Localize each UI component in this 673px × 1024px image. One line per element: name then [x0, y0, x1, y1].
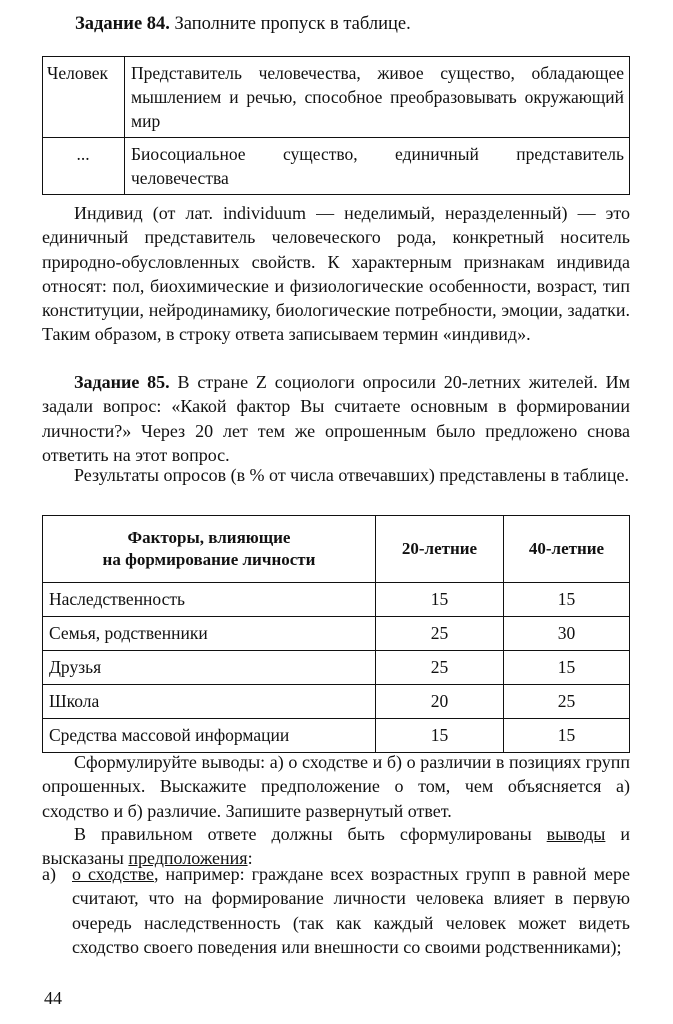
table-row: [43, 617, 630, 651]
task-84-heading: [75, 14, 411, 35]
value-40-cell: 15: [504, 651, 630, 685]
question-85-paragraph: Сформулируйте выводы: а) о сходстве и б) о различии в позициях групп опрошенных. Выскажите предположение о том, чем объясняется а) сходство и б) различие. Запишите развернутый ответ.: [42, 752, 630, 821]
term-cell: Человек: [43, 57, 125, 138]
missing-term-cell: ...: [43, 138, 125, 195]
value-20-cell: 15: [376, 719, 504, 753]
page-number: 44: [44, 988, 62, 1008]
results-intro: Результаты опросов (в % от числа отвечавших) представлены в таблице.: [74, 465, 630, 485]
factors-header: [43, 516, 376, 583]
answer-item-a: [42, 862, 630, 959]
table-row: [43, 651, 630, 685]
table-row: [43, 685, 630, 719]
value-20-cell: 20: [376, 685, 504, 719]
table-header-row: [43, 516, 630, 583]
col-40-header: 40-летние: [504, 516, 630, 583]
definition-table: [42, 56, 630, 195]
factor-cell: Наследственность: [43, 583, 376, 617]
answer-84-paragraph: Индивид (от лат. individuum — неделимый, неразделенный) — это единичный представитель человеческого рода, конкретный носитель природно-обусловленных свойств. К характерным признакам индивида относят: пол, биохимические и физиологические особенности, возраст, тип конституции, нейродинамику, биологические потребности, эмоции, задатки. Таким образом, в строку ответа записываем термин «индивид».: [42, 203, 630, 345]
table-row: [43, 719, 630, 753]
answer-85-intro-suffix: :: [247, 848, 253, 869]
value-20-cell: 25: [376, 617, 504, 651]
value-40-cell: 15: [504, 583, 630, 617]
value-20-cell: 25: [376, 651, 504, 685]
definition-cell: Биосоциальное существо, единичный представитель человечества: [125, 138, 630, 195]
value-40-cell: 25: [504, 685, 630, 719]
task-84-label: Задание 84.: [75, 14, 170, 34]
factors-header-line1: Факторы, влияющие: [127, 528, 291, 547]
task-85-paragraph: [42, 370, 630, 467]
definition-cell: Представитель человечества, живое существо, обладающее мышлением и речью, способное преобразовывать окружающий мир: [125, 57, 630, 138]
task-85-label: Задание 85.: [74, 372, 170, 392]
value-20-cell: 15: [376, 583, 504, 617]
item-a-body: [72, 862, 630, 959]
value-40-cell: 30: [504, 617, 630, 651]
factor-cell: Школа: [43, 685, 376, 719]
item-a-text: , например: граждане всех возрастных групп в равной мере считают, что на формирование личности человека влияет в первую очередь наследственность (так как каждый человек может видеть сходство своего поведения или внешности со своими родственниками);: [72, 864, 630, 957]
conclusions-word: выводы: [546, 824, 606, 844]
factor-cell: Друзья: [43, 651, 376, 685]
table-row: [43, 138, 630, 195]
answer-85-intro-prefix: В правильном ответе должны быть сформулированы: [74, 824, 547, 844]
factors-header-line2: на формирование личности: [102, 550, 316, 569]
col-20-header: 20-летние: [376, 516, 504, 583]
item-a-marker: а): [42, 864, 56, 884]
table-row: [43, 583, 630, 617]
item-a-title: о сходстве: [72, 864, 154, 884]
assumptions-word: предположения: [128, 848, 248, 869]
survey-table: [42, 515, 630, 753]
factor-cell: Семья, родственники: [43, 617, 376, 651]
value-40-cell: 15: [504, 719, 630, 753]
task-84-text: Заполните пропуск в таблице.: [169, 14, 411, 34]
table-row: [43, 57, 630, 138]
factor-cell: Средства массовой информации: [43, 719, 376, 753]
task-85-text: В стране Z социологи опросили 20-летних жителей. Им задали вопрос: «Какой фактор Вы считаете основным в формировании личности?» Через 20 лет тем же опрошенным было предложено снова ответить на этот вопрос.: [42, 372, 630, 465]
answer-85-intro-mid: и высказаны: [42, 824, 631, 869]
